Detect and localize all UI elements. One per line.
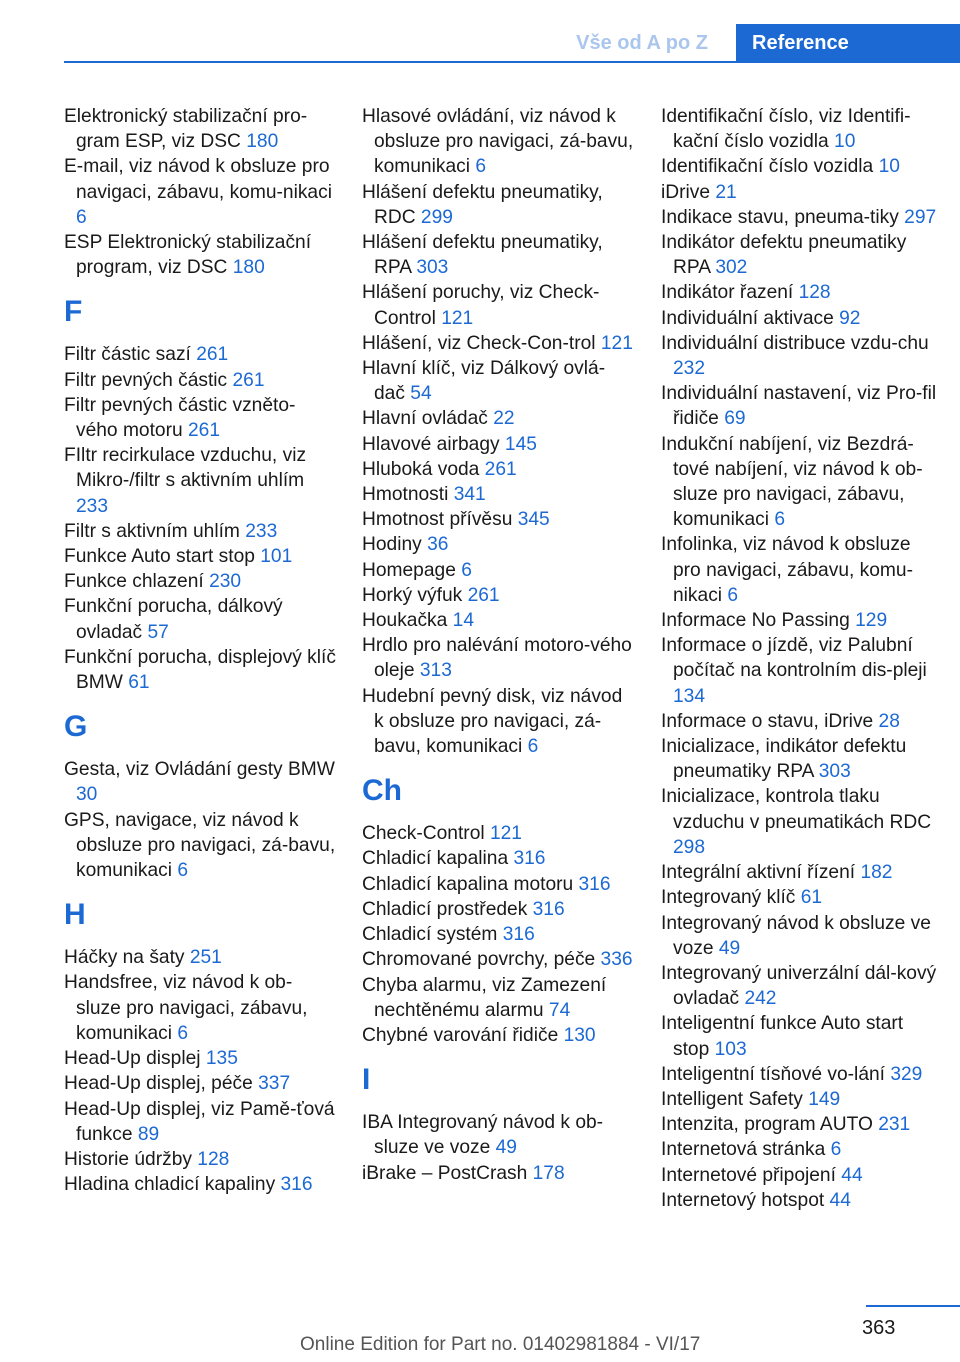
section-tab-reference[interactable]: Reference <box>736 24 960 62</box>
index-entry-text: Filtr částic sazí <box>64 344 197 366</box>
index-entry <box>362 608 634 633</box>
index-entry <box>362 583 634 608</box>
index-entry <box>661 432 937 533</box>
index-entry-text: Inicializace, kontrola tlaku vzduchu v pneumatikách RDC <box>661 786 932 833</box>
index-entry <box>362 482 634 507</box>
index-page-link[interactable]: 6 <box>177 1022 188 1044</box>
index-entry <box>362 872 634 897</box>
index-entry-text: Hlášení, viz Check-Con-trol <box>362 332 601 354</box>
index-page-link[interactable]: 74 <box>548 999 571 1021</box>
index-page-link[interactable]: 261 <box>188 420 221 442</box>
index-entry <box>64 544 336 569</box>
index-entry-text: Individuální distribuce vzdu-chu <box>661 332 929 354</box>
index-page-link[interactable]: 316 <box>502 924 535 946</box>
index-entry-text: Filtr s aktivním uhlím <box>64 520 246 542</box>
index-page-link[interactable]: 299 <box>420 206 453 228</box>
index-page-link[interactable]: 233 <box>76 495 109 517</box>
index-entry-text: Funkce chlazení <box>64 571 210 593</box>
index-entry <box>661 381 937 431</box>
index-entry <box>661 1188 937 1213</box>
index-entry <box>661 885 937 910</box>
index-page-link[interactable]: 89 <box>137 1123 160 1145</box>
index-page-link[interactable]: 345 <box>517 509 550 531</box>
index-entry-text: Internetový hotspot <box>661 1189 830 1211</box>
index-entry <box>362 821 634 846</box>
index-entry <box>362 897 634 922</box>
index-entry-text: Informace o stavu, iDrive <box>661 710 879 732</box>
index-page-link[interactable]: 313 <box>419 660 452 682</box>
index-entry-text: ESP Elektronický stabilizační program, viz DSC <box>64 232 312 279</box>
index-entry-text: E-mail, viz návod k obsluze pro navigaci, zábavu, komu-nikaci <box>64 156 332 203</box>
index-entry <box>661 205 937 230</box>
index-entry-text: Individuální aktivace <box>661 307 840 329</box>
index-page-link[interactable]: 336 <box>600 949 633 971</box>
index-entry-text: Hlášení defektu pneumatiky, RPA <box>362 232 603 279</box>
index-entry <box>661 1137 937 1162</box>
index-entry <box>64 1071 336 1096</box>
index-page-link[interactable]: 121 <box>441 307 474 329</box>
index-letter-heading: H <box>64 898 86 932</box>
index-page-link[interactable]: 298 <box>673 836 706 858</box>
index-entry <box>362 406 634 431</box>
index-entry-text: Inteligentní funkce Auto start stop <box>661 1013 904 1060</box>
index-letter-heading: I <box>362 1063 371 1097</box>
index-entry-text: Funkce Auto start stop <box>64 546 261 568</box>
index-letter-heading: Ch <box>362 774 402 808</box>
edition-note: Online Edition for Part no. 01402981884 - VI/17 <box>300 1334 701 1355</box>
index-entry-text: GPS, navigace, viz návod k obsluze pro navigaci, zá-bavu, komunikaci <box>64 809 336 882</box>
index-page-link[interactable]: 57 <box>147 621 169 643</box>
index-entry-text: Internetová stránka <box>661 1139 831 1161</box>
index-entry <box>661 154 937 179</box>
index-entry-text: Gesta, viz Ovládání gesty BMW <box>64 759 335 781</box>
index-page-link[interactable]: 21 <box>715 181 737 203</box>
index-entry-text: Funkční porucha, dálkový ovladač <box>64 596 283 643</box>
index-page-link[interactable]: 30 <box>76 784 98 806</box>
index-entry-text: Hluboká voda <box>362 458 485 480</box>
index-entry-text: iDrive <box>661 181 716 203</box>
index-page-link[interactable]: 233 <box>245 520 278 542</box>
index-page-link[interactable]: 6 <box>76 206 87 228</box>
footer-rule <box>866 1305 960 1307</box>
index-page-link[interactable]: 145 <box>504 433 537 455</box>
index-page-link[interactable]: 230 <box>209 571 242 593</box>
index-entry <box>362 922 634 947</box>
index-entry-text: Hlavní ovládač <box>362 408 494 430</box>
index-page-link[interactable]: 134 <box>673 685 706 707</box>
index-entry <box>64 645 336 695</box>
index-entry <box>362 846 634 871</box>
index-entry <box>64 443 336 519</box>
index-entry <box>64 393 336 443</box>
index-entry-text: Indikace stavu, pneuma-tiky <box>661 206 905 228</box>
index-entry <box>661 532 937 608</box>
index-page-link[interactable]: 44 <box>829 1189 851 1211</box>
index-entry-text: Indikátor řazení <box>661 282 799 304</box>
index-entry <box>362 684 634 760</box>
index-page-link[interactable]: 22 <box>493 408 515 430</box>
index-page-link[interactable]: 121 <box>489 823 522 845</box>
index-entry-text: Historie údržby <box>64 1148 198 1170</box>
index-entry-text: Elektronický stabilizační pro-gram ESP, viz DSC <box>64 106 308 153</box>
index-page-link[interactable]: 6 <box>774 509 785 531</box>
index-entry <box>661 1062 937 1087</box>
index-page-link[interactable]: 54 <box>410 383 432 405</box>
index-entry-text: Filtr pevných částic <box>64 369 233 391</box>
index-page-link[interactable]: 329 <box>890 1063 923 1085</box>
index-page-link[interactable]: 14 <box>452 610 474 632</box>
index-page-link[interactable]: 49 <box>718 937 741 959</box>
index-entry-text: Head-Up displej, péče <box>64 1073 259 1095</box>
index-page-link[interactable]: 316 <box>280 1174 313 1196</box>
index-entry <box>362 331 634 356</box>
index-page-link[interactable]: 341 <box>453 484 486 506</box>
index-page-link[interactable]: 316 <box>532 898 565 920</box>
index-page-link[interactable]: 121 <box>600 332 633 354</box>
page-header <box>0 0 960 64</box>
index-entry <box>362 1161 634 1186</box>
index-entry-text: Handsfree, viz návod k ob-sluze pro navigaci, zábavu, komunikaci <box>64 972 308 1044</box>
index-entry-text: Homepage <box>362 559 462 581</box>
index-entry-text: Hrdlo pro nalévání motoro-vého oleje <box>362 635 632 682</box>
index-entry <box>362 633 634 683</box>
index-entry-text: iBrake – PostCrash <box>362 1162 533 1184</box>
index-page-link[interactable]: 316 <box>513 848 546 870</box>
page-number: 363 <box>862 1317 896 1339</box>
index-entry-text: Individuální nastavení, viz Pro-fil řidiče <box>661 383 937 430</box>
index-page-link[interactable]: 232 <box>673 358 706 380</box>
index-entry-text: Head-Up displej, viz Pamě-ťová funkce <box>64 1098 335 1145</box>
index-entry <box>362 1110 634 1160</box>
index-page-link[interactable]: 261 <box>467 584 500 606</box>
index-entry-text: Check-Control <box>362 823 490 845</box>
index-entry <box>64 1172 336 1197</box>
index-entry-text: Háčky na šaty <box>64 947 190 969</box>
index-entry <box>64 230 336 280</box>
index-entry <box>64 1046 336 1071</box>
index-page-link[interactable]: 242 <box>744 988 777 1010</box>
index-entry <box>362 432 634 457</box>
index-entry-text: Inteligentní tísňové vo-lání <box>661 1063 891 1085</box>
index-entry <box>362 230 634 280</box>
index-entry-text: Intelligent Safety <box>661 1088 809 1110</box>
index-page-link[interactable]: 251 <box>189 947 222 969</box>
index-page-link[interactable]: 6 <box>727 584 739 606</box>
index-page-link[interactable]: 149 <box>808 1088 841 1110</box>
index-entry-text: Internetové připojení <box>661 1164 842 1186</box>
index-page-link[interactable]: 6 <box>461 559 472 581</box>
index-entry <box>64 104 336 154</box>
index-entry <box>362 180 634 230</box>
index-entry <box>661 608 937 633</box>
index-entry <box>362 104 634 180</box>
index-entry-text: FIltr recirkulace vzduchu, viz Mikro-/filtr s aktivním uhlím <box>64 445 307 492</box>
index-entry <box>661 784 937 860</box>
index-page-link[interactable]: 49 <box>495 1137 517 1159</box>
index-entry-text: Hmotnosti <box>362 484 454 506</box>
index-entry-text: Chromované povrchy, péče <box>362 949 601 971</box>
index-entry-text: Identifikační číslo, viz Identifi-kační číslo vozidla <box>661 106 911 153</box>
index-entry <box>362 356 634 406</box>
index-column-3 <box>661 104 937 1213</box>
breadcrumb[interactable]: Vše od A po Z <box>576 32 708 54</box>
index-page-link[interactable]: 10 <box>878 156 900 178</box>
index-letter-heading: F <box>64 295 83 329</box>
index-entry <box>362 973 634 1023</box>
index-entry-text: Hmotnost přívěsu <box>362 509 518 531</box>
index-entry-text: Inicializace, indikátor defektu pneumatiky RPA <box>661 736 907 783</box>
index-page-link[interactable]: 261 <box>232 369 265 391</box>
index-entry <box>661 709 937 734</box>
index-entry-text: Funkční porucha, displejový klíč BMW <box>64 646 336 694</box>
index-page-link[interactable]: 180 <box>232 257 265 279</box>
index-entry-text: Hodiny <box>362 534 428 556</box>
index-page-link[interactable]: 128 <box>798 282 831 304</box>
index-entry-text: Chladicí kapalina motoru <box>362 873 579 895</box>
index-entry-text: Chyba alarmu, viz Zamezení nechtěnému alarmu <box>362 974 607 1021</box>
index-entry <box>661 1163 937 1188</box>
index-page-link[interactable]: 302 <box>715 257 748 279</box>
index-entry <box>661 1011 937 1061</box>
index-entry-text: Integrovaný klíč <box>661 887 801 909</box>
index-page-link[interactable]: 69 <box>724 408 746 430</box>
index-page-link[interactable]: 303 <box>416 257 449 279</box>
index-entry <box>362 947 634 972</box>
index-entry-text: Hlavní klíč, viz Dálkový ovlá-dač <box>362 358 606 405</box>
index-entry <box>661 306 937 331</box>
index-entry <box>661 1087 937 1112</box>
index-entry <box>64 1097 336 1147</box>
index-page-link[interactable]: 316 <box>578 873 611 895</box>
index-entry <box>64 154 336 230</box>
index-entry <box>64 342 336 367</box>
header-rule <box>64 61 960 63</box>
index-entry <box>362 507 634 532</box>
index-entry <box>362 457 634 482</box>
index-entry-text: Informace o jízdě, viz Palubní počítač na kontrolním dis-pleji <box>661 635 927 682</box>
index-page-link[interactable]: 130 <box>563 1024 596 1046</box>
index-page-link[interactable]: 44 <box>841 1164 863 1186</box>
index-page-link[interactable]: 61 <box>128 672 150 694</box>
index-entry <box>661 180 937 205</box>
index-page-link[interactable]: 92 <box>839 307 861 329</box>
index-page-link[interactable]: 10 <box>834 131 856 153</box>
index-page-link[interactable]: 337 <box>258 1073 291 1095</box>
index-entry <box>661 860 937 885</box>
index-entry-text: Identifikační číslo vozidla <box>661 156 879 178</box>
index-page-link[interactable]: 135 <box>205 1048 238 1070</box>
index-page-link[interactable]: 61 <box>800 887 823 909</box>
index-page-link[interactable]: 6 <box>177 860 188 882</box>
index-page-link[interactable]: 303 <box>818 761 851 783</box>
index-page-link[interactable]: 6 <box>527 736 539 758</box>
index-page-link[interactable]: 261 <box>196 344 229 366</box>
index-entry <box>64 945 336 970</box>
index-entry-text: Hlášení defektu pneumatiky, RDC <box>362 181 603 228</box>
index-page-link[interactable]: 297 <box>904 206 937 228</box>
index-page-link[interactable]: 6 <box>830 1139 842 1161</box>
index-entry <box>661 230 937 280</box>
index-page-link[interactable]: 101 <box>260 546 293 568</box>
index-page-link[interactable]: 261 <box>484 458 517 480</box>
index-entry <box>661 734 937 784</box>
index-entry <box>64 519 336 544</box>
index-page-link[interactable]: 103 <box>714 1038 747 1060</box>
index-entry <box>362 532 634 557</box>
index-entry <box>661 633 937 709</box>
index-entry-text: Chybné varování řidiče <box>362 1024 564 1046</box>
index-entry <box>64 970 336 1046</box>
index-entry-text: Hladina chladicí kapaliny <box>64 1174 281 1196</box>
index-entry-text: Hudební pevný disk, viz návod k obsluze pro navigaci, zá-bavu, komunikaci <box>362 685 623 758</box>
index-entry-text: Hlavové airbagy <box>362 433 505 455</box>
index-entry <box>661 280 937 305</box>
index-entry-text: Houkačka <box>362 610 453 632</box>
index-entry <box>661 1112 937 1137</box>
index-entry <box>661 911 937 961</box>
index-entry-text: Chladicí kapalina <box>362 848 514 870</box>
index-entry-text: Indikátor defektu pneumatiky RPA <box>661 232 907 279</box>
index-entry <box>362 280 634 330</box>
index-page-link[interactable]: 178 <box>532 1162 565 1184</box>
index-entry-text: Hlášení poruchy, viz Check-Control <box>362 282 600 329</box>
index-entry <box>661 961 937 1011</box>
index-entry-text: IBA Integrovaný návod k ob-sluze ve voze <box>362 1112 604 1159</box>
index-column-2 <box>362 104 634 1186</box>
index-page-link[interactable]: 6 <box>475 156 486 178</box>
index-entry-text: Infolinka, viz návod k obsluze pro navigaci, zábavu, komu-nikaci <box>661 534 913 606</box>
index-entry <box>64 1147 336 1172</box>
index-entry <box>64 757 336 807</box>
index-page-link[interactable]: 182 <box>860 862 893 884</box>
index-entry <box>64 594 336 644</box>
index-entry-text: Horký výfuk <box>362 584 468 606</box>
index-entry <box>362 1023 634 1048</box>
index-entry-text: Chladicí systém <box>362 924 503 946</box>
index-entry <box>64 569 336 594</box>
index-entry-text: Integrovaný návod k obsluze ve voze <box>661 912 931 959</box>
index-column-1 <box>64 104 336 1197</box>
index-entry <box>661 104 937 154</box>
index-page-link[interactable]: 231 <box>878 1114 911 1136</box>
index-entry-text: Integrální aktivní řízení <box>661 862 861 884</box>
index-entry-text: Indukční nabíjení, viz Bezdrá-tové nabíjení, viz návod k ob-sluze pro navigaci, zábavu, komunikaci <box>661 433 923 531</box>
index-letter-heading: G <box>64 710 88 744</box>
index-entry <box>64 808 336 884</box>
index-page-link[interactable]: 180 <box>246 131 279 153</box>
index-page-link[interactable]: 28 <box>878 710 900 732</box>
index-page-link[interactable]: 129 <box>855 610 888 632</box>
index-entry-text: Integrovaný univerzální dál-kový ovladač <box>661 962 937 1010</box>
index-entry-text: Head-Up displej <box>64 1048 206 1070</box>
index-page-link[interactable]: 128 <box>197 1148 230 1170</box>
index-entry-text: Intenzita, program AUTO <box>661 1114 879 1136</box>
index-entry <box>362 558 634 583</box>
index-entry-text: Hlasové ovládání, viz návod k obsluze pro navigaci, zá-bavu, komunikaci <box>362 106 634 178</box>
index-page-link[interactable]: 36 <box>427 534 449 556</box>
index-entry <box>661 331 937 381</box>
index-entry-text: Informace No Passing <box>661 610 856 632</box>
index-entry <box>64 368 336 393</box>
index-entry-text: Chladicí prostředek <box>362 898 533 920</box>
index-entry-text: Filtr pevných částic vzněto-vého motoru <box>64 394 296 442</box>
